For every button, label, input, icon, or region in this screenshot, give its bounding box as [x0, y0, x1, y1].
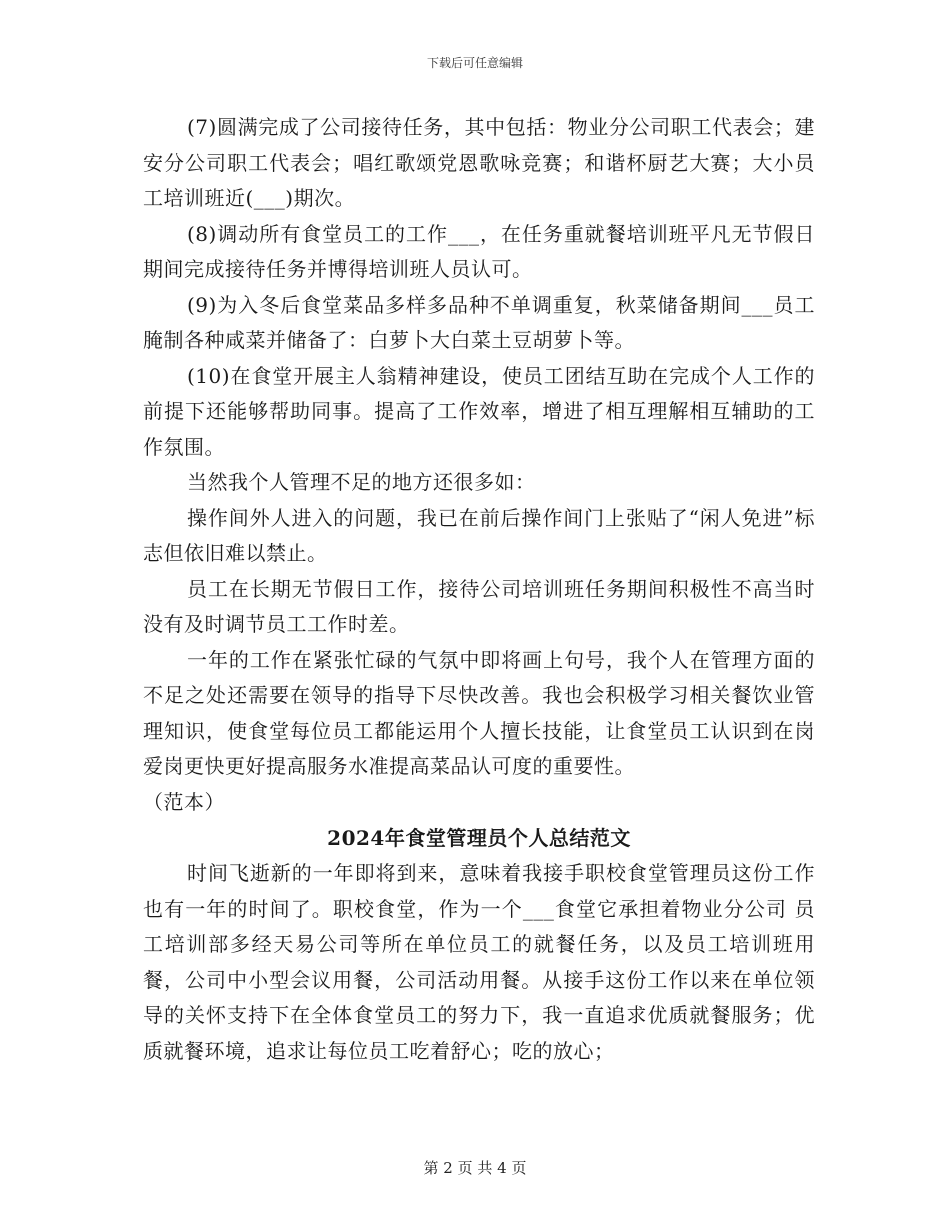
- paragraph-item-9: (9)为入冬后食堂菜品多样多品种不单调重复，秋菜储备期间___员工腌制各种咸菜并储备了：白萝卜大白菜土豆胡萝卜等。: [143, 292, 815, 352]
- paragraph-conclusion: 一年的工作在紧张忙碌的气氛中即将画上句号，我个人在管理方面的不足之处还需要在领导的指导下尽快改善。我也会积极学习相关餐饮业管理知识，使食堂每位员工都能运用个人擅长技能，让食堂员工认识到在岗爱岗更快更好提高服务水准提高菜品认可度的重要性。: [143, 647, 815, 778]
- page-header-note: 下载后可任意编辑: [426, 56, 523, 70]
- paragraph-shortcoming-2: 员工在长期无节假日工作，接待公司培训班任务期间积极性不高当时没有及时调节员工工作时差。: [143, 576, 815, 636]
- template-remark: （范本）: [143, 789, 225, 814]
- document-body: [143, 110, 815, 1069]
- page-number: 第 2 页 共 4 页: [423, 1159, 527, 1177]
- paragraph-item-7: (7)圆满完成了公司接待任务，其中包括：物业分公司职工代表会；建安分公司职工代表会；唱红歌颂党恩歌咏竞赛；和谐杯厨艺大赛；大小员工培训班近(___)期次。: [143, 115, 815, 210]
- paragraph-item-8: (8)调动所有食堂员工的工作___，在任务重就餐培训班平凡无节假日期间完成接待任务并博得培训班人员认可。: [143, 221, 815, 281]
- paragraph-item-10: (10)在食堂开展主人翁精神建设，使员工团结互助在完成个人工作的前提下还能够帮助同事。提高了工作效率，增进了相互理解相互辅助的工作氛围。: [143, 363, 815, 459]
- paragraph-shortcomings-intro: 当然我个人管理不足的地方还很多如：: [187, 470, 536, 494]
- paragraph-shortcoming-1: 操作间外人进入的问题，我已在前后操作间门上张贴了“闲人免进”标志但依旧难以禁止。: [143, 505, 815, 565]
- section-paragraph: 时间飞逝新的一年即将到来，意味着我接手职校食堂管理员这份工作也有一年的时间了。职校食堂，作为一个___食堂它承担着物业分公司 员工培训部多经天易公司等所在单位员工的就餐任务，以及员工培训班用餐，公司中小型会议用餐，公司活动用餐。从接手这份工作以来在单位领导的关怀支持下在全体食堂员工的努力下，我一直追求优质就餐服务；优质就餐环境，追求让每位员工吃着舒心；吃的放心；: [143, 861, 815, 1063]
- section-title: 2024年食堂管理员个人总结范文: [327, 826, 631, 850]
